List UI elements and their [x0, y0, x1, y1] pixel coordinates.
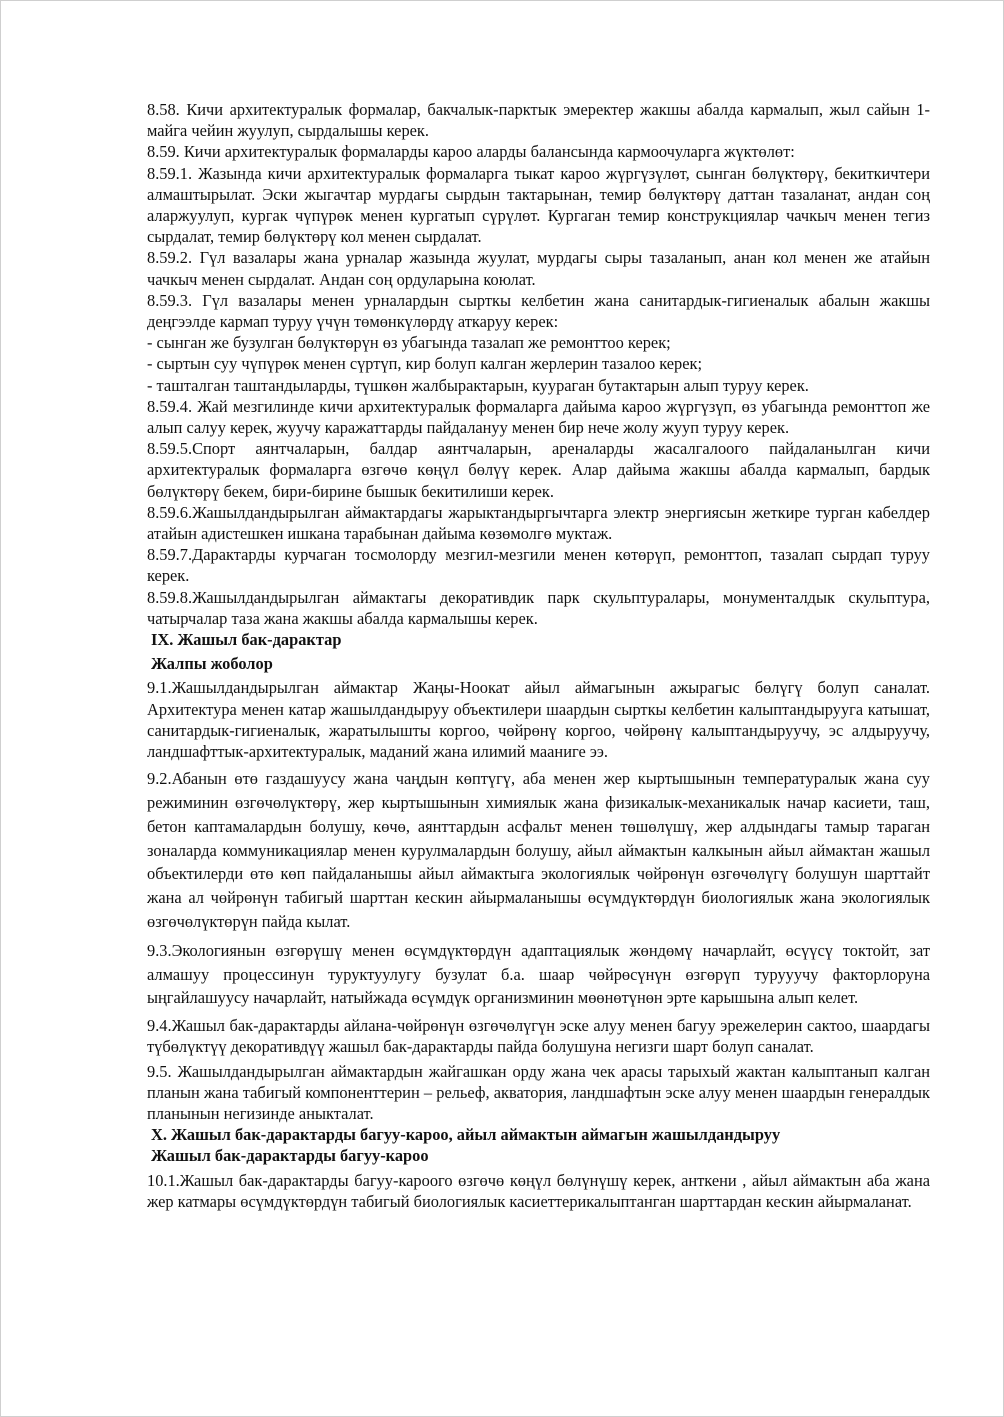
paragraph-8-59-7: 8.59.7.Дарактарды курчаган тосмолорду мезгил-мезгили менен көтөрүп, ремонттоп, тазалап сырдап туруу керек.	[147, 545, 930, 586]
paragraph-9-1: 9.1.Жашылдандырылган аймактар Жаңы-Ноокат айыл аймагынын ажырагыс бөлүгү болуп саналат. Архитектура менен катар жашылдандыруу объектилери шаардын сырткы келбетин калыптандырууга катышат, санитардык-гигиеналык, жаратылышты коргоо, чөйрөнү коргоо, чөйрөнү калыптандыруучу, эс алдыруучу, ландшафттык-архитектуралык, маданий жана илимий мааниге ээ.	[147, 678, 930, 762]
paragraph-8-59: 8.59. Кичи архитектуралык формаларды кароо аларды балансында кармоочуларга жүктөлөт:	[147, 142, 795, 162]
paragraph-8-59-3: 8.59.3. Гүл вазалары менен урналардын сырткы келбетин жана санитардык-гигиеналык абалын жакшы деңгээлде кармап туруу үчүн төмөнкүлөрдү аткаруу керек:	[147, 290, 930, 332]
paragraph-9-2: 9.2.Абанын өтө газдашуусу жана чаңдын көптүгү, аба менен жер кыртышынын температуралык жана суу режиминин өзгөчөлүктөрү, жер кыртышынын химиялык жана физикалык-механикалык начар касиети, таш, бетон каптамалардын болушу, көчө, аянттардын асфальт менен төшөлүшү, жер алдындагы тамыр тараган зоналарда коммуникациялар менен курулмалардын болушу, айыл аймактын калкынын айыл аймактан жашыл объектилерди өтө көп пайдаланышы айыл аймактыга экологиялык чөйрөнүн өзгөчөлүгү болушун шарттайт жана ал чөйрөнүн табигый шарттан кескин айырмаланышы өсүмдүктөрдүн биологиялык жана экологиялык өзгөчөлүктөрүн пайда кылат.	[147, 769, 930, 932]
section-heading-ix: IX. Жашыл бак-дарактар	[151, 630, 342, 650]
list-item: - ташталган таштандыларды, түшкөн жалбырактарын, куураган бутактарын алып туруу керек.	[147, 375, 809, 395]
paragraph-8-59-1: 8.59.1. Жазында кичи архитектуралык формаларга тыкат кароо жүргүзүлөт, сынган бөлүктөрү, бекиткичтери алмаштырылат. Эски жыгачтар мурдагы сырдын тактарынан, темир бөлүктөрү даттан тазаланат, андан соң аларжуулуп, кургак чүпүрөк менен кургатып сүрүлөт. Кургаган темир конструкциялар чачкыч менен тегиз сырдалат, темир бөлүктөрү кол менен сырдалат.	[147, 163, 930, 247]
section-heading-x: X. Жашыл бак-дарактарды багуу-кароо, айыл аймактын аймагын жашылдандыруу	[151, 1125, 781, 1145]
list-item: - сынган же бузулган бөлүктөрүн өз убагында тазалап же ремонттоо керек;	[147, 333, 671, 353]
paragraph-8-59-6: 8.59.6.Жашылдандырылган аймактардагы жарыктандыргычтарга электр энергиясын жеткире турган кабелдер атайын адистешкен ишкана тарабынан дайыма көзөмолгө муктаж.	[147, 502, 930, 544]
paragraph-9-3: 9.3.Экологиянын өзгөрүшү менен өсүмдүктөрдүн адаптациялык жөндөмү начарлайт, өсүүсү токтойт, зат алмашуу процессинун туруктуулугу бузулат б.а. шаар чөйрөсүнүн өзгөрүп турууучу факторлоруна ыңгайлашуусу начарлайт, натыйжада өсүмдүк организминин мөөнөтүнөн эрте карышына алып келет.	[147, 940, 930, 1008]
document-body	[147, 99, 930, 1212]
section-subheading-general: Жалпы жоболор	[151, 654, 273, 674]
paragraph-8-59-2: 8.59.2. Гүл вазалары жана урналар жазында жуулат, мурдагы сыры тазаланып, анан кол менен же атайын чачкыч менен сырдалат. Андан соң ордуларына коюлат.	[147, 248, 930, 289]
paragraph-8-59-8: 8.59.8.Жашылдандырылган аймактагы декоративдик парк скульптуралары, монументалдык скульптура, чатырчалар таза жана жакшы абалда кармалышы керек.	[147, 587, 930, 628]
paragraph-9-5: 9.5. Жашылдандырылган аймактардын жайгашкан орду жана чек арасы тарыхый жактан калыптанып калган планын жана табигый компоненттерин – рельеф, акватория, ландшафтын эске алуу менен шаардын генералдык планынын негизинде аныкталат.	[147, 1061, 930, 1124]
paragraph-10-1: 10.1.Жашыл бак-дарактарды багуу-кароого өзгөчө көңүл бөлүнүшү керек, анткени , айыл аймактын аба жана жер катмары өсүмдүктөрдүн табигый биологиялык касиеттерикалыптанган шарттардан кескин айырмаланат.	[147, 1170, 930, 1211]
paragraph-8-59-5: 8.59.5.Спорт аянтчаларын, балдар аянтчаларын, ареналарды жасалгалоого пайдаланылган кичи архитектуралык формаларга өзгөчө көңүл бөлүү керек. Алар дайыма жакшы абалда кармалып, бардык бөлүктөрү бекем, бири-бирине бышык бекитилиши керек.	[147, 439, 930, 501]
paragraph-8-58: 8.58. Кичи архитектуралык формалар, бакчалык-парктык эмеректер жакшы абалда кармалып, жыл сайын 1-майга чейин жуулуп, сырдалышы керек.	[147, 100, 930, 141]
paragraph-8-59-4: 8.59.4. Жай мезгилинде кичи архитектуралык формаларга дайыма кароо жүргүзүп, өз убагында ремонттоп же алып салуу керек, жуучу каражаттарды пайдалануу менен бир нече жолу жууп туруу керек.	[147, 396, 930, 438]
list-item: - сыртын суу чүпүрөк менен сүртүп, кир болуп калган жерлерин тазалоо керек;	[147, 354, 703, 374]
section-subheading-care: Жашыл бак-дарактарды багуу-кароо	[151, 1146, 429, 1166]
paragraph-9-4: 9.4.Жашыл бак-дарактарды айлана-чөйрөнүн өзгөчөлүгүн эске алуу менен багуу эрежелерин сактоо, шаардагы түбөлүктүү декоративдүү жашыл бак-дарактарды пайда болушуна негизги шарт болуп саналат.	[147, 1016, 930, 1057]
